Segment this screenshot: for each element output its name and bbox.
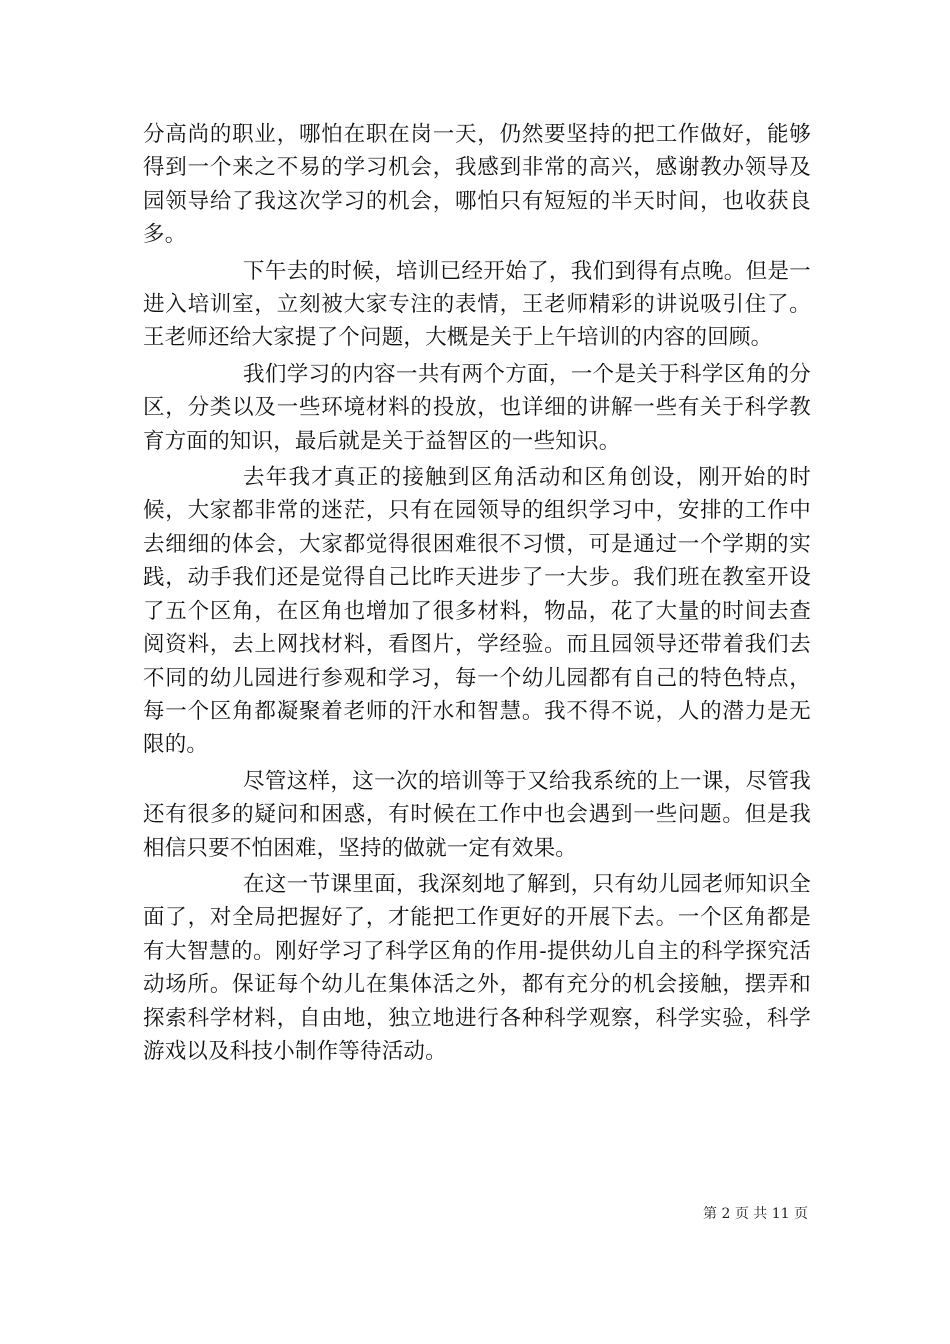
- document-body: [143, 118, 811, 1071]
- paragraph: 在这一节课里面，我深刻地了解到，只有幼儿园老师知识全面了，对全局把握好了，才能把工作更好的开展下去。一个区角都是有大智慧的。刚好学习了科学区角的作用-提供幼儿自主的科学探究活动场所。保证每个幼儿在集体活之外，都有充分的机会接触，摆弄和探索科学材料，自由地，独立地进行各种科学观察，科学实验，科学游戏以及科技小制作等待活动。: [143, 871, 811, 1064]
- total-pages-number: 11: [771, 1206, 790, 1222]
- paragraph: 尽管这样，这一次的培训等于又给我系统的上一课，尽管我还有很多的疑问和困惑，有时候在工作中也会遇到一些问题。但是我相信只要不怕困难，坚持的做就一定有效果。: [143, 768, 811, 861]
- paragraph-continued: 分高尚的职业，哪怕在职在岗一天，仍然要坚持的把工作做好，能够得到一个来之不易的学习机会，我感到非常的高兴，感谢教办领导及园领导给了我这次学习的机会，哪怕只有短短的半天时间，也收获良多。: [143, 122, 811, 248]
- paragraph: 我们学习的内容一共有两个方面，一个是关于科学区角的分区，分类以及一些环境材料的投放，也详细的讲解一些有关于科学教育方面的知识，最后就是关于益智区的一些知识。: [143, 361, 811, 454]
- current-page-number: 2: [721, 1206, 731, 1222]
- footer-suffix: 页: [794, 1206, 808, 1222]
- paragraph: 下午去的时候，培训已经开始了，我们到得有点晚。但是一进入培训室，立刻被大家专注的表情，王老师精彩的讲说吸引住了。王老师还给大家提了个问题，大概是关于上午培训的内容的回顾。: [143, 258, 811, 351]
- page-number-footer: [640, 1203, 808, 1223]
- paragraph: 去年我才真正的接触到区角活动和区角创设，刚开始的时候，大家都非常的迷茫，只有在园领导的组织学习中，安排的工作中去细细的体会，大家都觉得很困难很不习惯，可是通过一个学期的实践，动手我们还是觉得自己比昨天进步了一大步。我们班在教室开设了五个区角，在区角也增加了很多材料，物品，花了大量的时间去查阅资料，去上网找材料，看图片，学经验。而且园领导还带着我们去不同的幼儿园进行参观和学习，每一个幼儿园都有自己的特色特点，每一个区角都凝聚着老师的汗水和智慧。我不得不说，人的潜力是无限的。: [143, 465, 811, 758]
- footer-middle: 页 共: [734, 1206, 768, 1222]
- footer-prefix: 第: [702, 1206, 717, 1222]
